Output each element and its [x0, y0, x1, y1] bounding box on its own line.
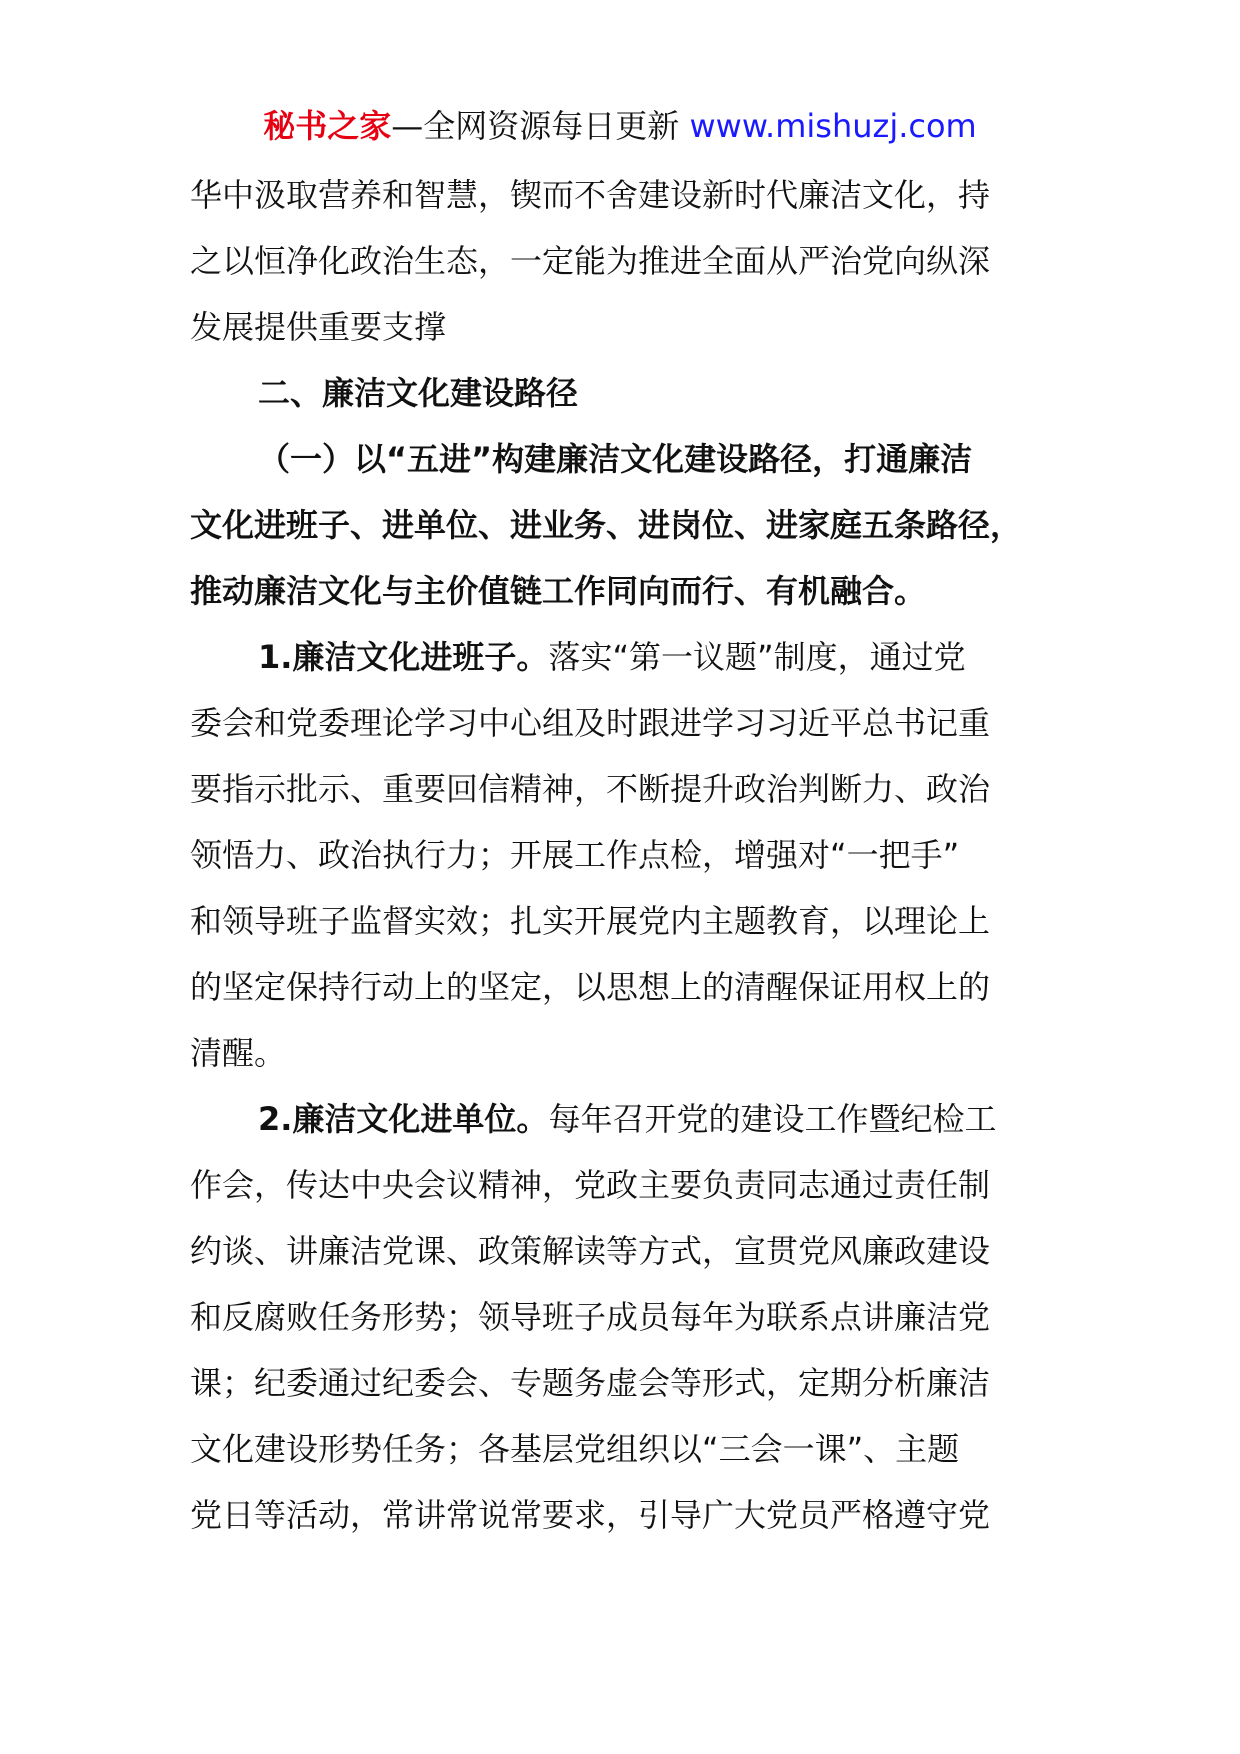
text-line: 委会和党委理论学习中心组及时跟进学习习近平总书记重 — [190, 704, 991, 742]
text-line: 华中汲取营养和智慧，锲而不舍建设新时代廉洁文化，持 — [190, 176, 991, 214]
text-line: 和领导班子监督实效；扎实开展党内主题教育，以理论上 — [190, 902, 991, 940]
text-line: 清醒。 — [190, 1034, 287, 1072]
brand-name: 秘书之家 — [263, 107, 392, 145]
text-line: 之以恒净化政治生态，一定能为推进全面从严治党向纵深 — [190, 242, 991, 280]
text-line: 领悟力、政治执行力；开展工作点检，增强对“一把手” — [190, 836, 960, 874]
item-2-text: 每年召开党的建设工作暨纪检工 — [548, 1100, 997, 1138]
item-1-title: 1.廉洁文化进班子。 — [258, 638, 549, 676]
text-line: 课；纪委通过纪委会、专题务虚会等形式，定期分析廉洁 — [190, 1364, 991, 1402]
page-header — [0, 104, 1240, 148]
item-2-title: 2.廉洁文化进单位。 — [258, 1100, 549, 1138]
sub-heading-line: （一）以“五进”构建廉洁文化建设路径，打通廉洁 — [258, 440, 973, 478]
text-line: 和反腐败任务形势；领导班子成员每年为联系点讲廉洁党 — [190, 1298, 991, 1336]
website-url[interactable]: www.mishuzj.com — [689, 107, 977, 145]
item-1-text: 落实“第一议题”制度，通过党 — [548, 638, 966, 676]
item-1-first-line — [190, 624, 1070, 690]
text-line: 文化建设形势任务；各基层党组织以“三会一课”、主题 — [190, 1430, 960, 1468]
text-line: 约谈、讲廉洁党课、政策解读等方式，宣贯党风廉政建设 — [190, 1232, 991, 1270]
text-line: 的坚定保持行动上的坚定，以思想上的清醒保证用权上的 — [190, 968, 991, 1006]
sub-heading-line: 文化进班子、进单位、进业务、进岗位、进家庭五条路径， — [190, 506, 1023, 544]
text-line: 党日等活动，常讲常说常要求，引导广大党员严格遵守党 — [190, 1496, 991, 1534]
section-heading: 二、廉洁文化建设路径 — [258, 374, 579, 412]
header-slogan: —全网资源每日更新 — [391, 107, 690, 145]
text-line: 作会，传达中央会议精神，党政主要负责同志通过责任制 — [190, 1166, 991, 1204]
item-2-first-line — [190, 1086, 1070, 1152]
document-body — [190, 162, 1070, 1548]
text-line: 要指示批示、重要回信精神，不断提升政治判断力、政治 — [190, 770, 991, 808]
text-line: 发展提供重要支撑 — [190, 308, 447, 346]
sub-heading-line: 推动廉洁文化与主价值链工作同向而行、有机融合。 — [190, 572, 927, 610]
